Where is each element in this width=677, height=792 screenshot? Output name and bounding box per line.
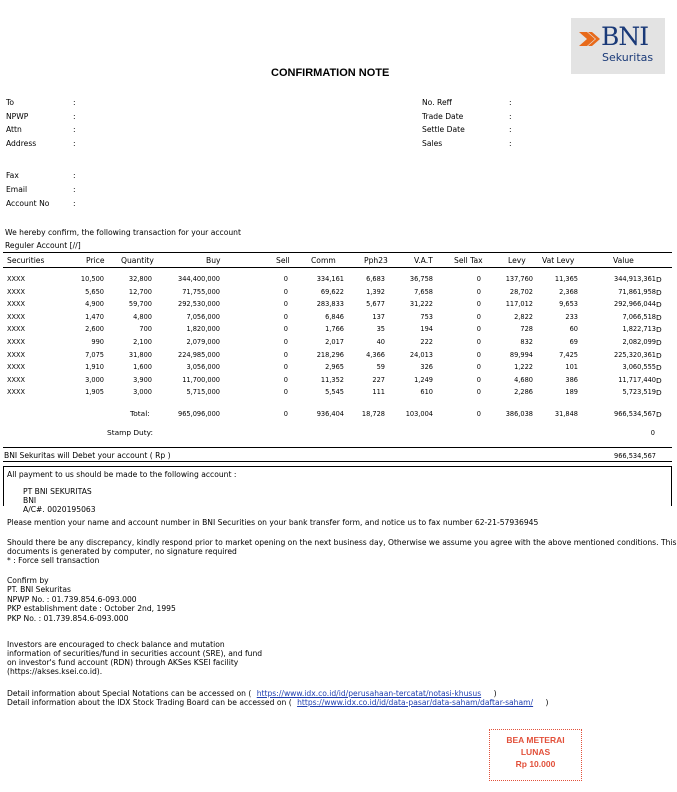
cell-buy: 292,530,000 xyxy=(178,300,220,309)
cell-pph23: 111 xyxy=(372,388,385,397)
cell-buy: 224,985,000 xyxy=(178,350,220,359)
cell-sell-tax: 0 xyxy=(476,287,481,296)
cell-vat-levy: 9,653 xyxy=(559,300,578,309)
cell-securities: XXXX xyxy=(7,388,26,397)
cell-value: 344,913,361 xyxy=(614,275,656,283)
cell-comm: 6,846 xyxy=(325,312,344,321)
col-header-buy: Buy xyxy=(206,256,221,265)
cell-levy: 28,702 xyxy=(509,287,533,296)
cell-sell-tax: 0 xyxy=(476,375,481,384)
cell-sell-tax: 0 xyxy=(476,363,481,372)
cell-securities: XXXX xyxy=(7,275,26,283)
cell-pph23: 5,677 xyxy=(366,300,385,309)
col-header-securities: Securities xyxy=(7,256,45,265)
cell-pph23: 59 xyxy=(376,363,385,372)
cell-value-flag: D xyxy=(656,312,662,322)
cell-sell: 0 xyxy=(283,275,288,283)
cell-pph23: 35 xyxy=(376,325,385,334)
confirm-company: PT. BNI Sekuritas xyxy=(7,585,71,594)
cell-price: 4,900 xyxy=(85,300,104,309)
stamp-duty-label: Stamp Duty: xyxy=(107,428,153,437)
debet-value: 966,534,567 xyxy=(614,452,656,460)
cell-vat: 222 xyxy=(420,338,433,346)
field-label-address: Address xyxy=(6,139,37,148)
total-value-flag: D xyxy=(656,410,662,419)
cell-buy: 11,700,000 xyxy=(182,375,220,384)
total-vat: 103,004 xyxy=(405,410,433,418)
investors-line-4: (https://akses.ksei.co.id). xyxy=(7,667,103,676)
col-header-vat: V.A.T xyxy=(414,256,433,265)
cell-levy: 117,012 xyxy=(505,300,533,309)
discrepancy-line-1: Should there be any discrepancy, kindly respond prior to market opening on the next business day, Otherwise we assume you agree with the above mentioned conditions. This xyxy=(7,538,677,547)
cell-sell: 0 xyxy=(283,312,288,321)
field-label-account-no: Account No xyxy=(6,199,50,208)
field-value-attn: : xyxy=(73,125,76,134)
total-pph23: 18,728 xyxy=(361,410,385,418)
cell-value-flag: D xyxy=(656,388,662,398)
cell-sell-tax: 0 xyxy=(476,325,481,334)
field-value-settle-date: : xyxy=(509,125,512,134)
col-header-vat-levy: Vat Levy xyxy=(542,256,575,265)
cell-sell: 0 xyxy=(283,375,288,384)
payment-box-top xyxy=(3,466,672,467)
field-label-sales: Sales xyxy=(422,139,443,148)
cell-pph23: 6,683 xyxy=(366,275,385,283)
total-label: Total: xyxy=(130,409,150,418)
confirm-pkp-no: PKP No. : 01.739.854.6-093.000 xyxy=(7,614,129,623)
cell-vat-levy: 101 xyxy=(565,363,578,372)
cell-vat-levy: 386 xyxy=(565,375,578,384)
cell-vat-levy: 69 xyxy=(569,338,578,346)
cell-securities: XXXX xyxy=(7,312,26,321)
force-sell-note: * : Force sell transaction xyxy=(7,556,100,565)
cell-price: 5,650 xyxy=(85,287,104,296)
field-label-attn: Attn xyxy=(6,125,22,134)
table-top-rule xyxy=(3,252,672,253)
field-label-trade-date: Trade Date xyxy=(422,112,464,121)
cell-comm: 69,622 xyxy=(320,287,344,296)
cell-value: 2,082,099 xyxy=(622,338,656,346)
cell-comm: 334,161 xyxy=(316,275,344,283)
field-value-address: : xyxy=(73,139,76,148)
payment-bank: BNI xyxy=(23,496,37,505)
detail-board-pre: Detail information about the IDX Stock Trading Board can be accessed on ( xyxy=(7,698,292,707)
cell-buy: 5,715,000 xyxy=(186,388,220,397)
cell-levy: 1,222 xyxy=(514,363,533,372)
field-value-to: : xyxy=(73,98,76,107)
investors-line-1: Investors are encouraged to check balance and mutation xyxy=(7,640,225,649)
stamp-line-2: LUNAS xyxy=(520,747,551,757)
detail-notations-line xyxy=(7,689,497,698)
confirm-npwp: NPWP No. : 01.739.854.6-093.000 xyxy=(7,595,137,604)
total-sell: 0 xyxy=(283,410,288,418)
cell-vat: 24,013 xyxy=(409,350,433,359)
cell-price: 7,075 xyxy=(85,350,104,359)
cell-comm: 218,296 xyxy=(316,350,344,359)
cell-pph23: 137 xyxy=(372,312,385,321)
cell-price: 1,470 xyxy=(85,312,104,321)
cell-securities: XXXX xyxy=(7,300,26,309)
cell-vat: 610 xyxy=(420,388,433,397)
cell-sell: 0 xyxy=(283,325,288,334)
cell-sell: 0 xyxy=(283,287,288,296)
cell-quantity: 1,600 xyxy=(133,363,152,372)
cell-securities: XXXX xyxy=(7,375,26,384)
cell-securities: XXXX xyxy=(7,350,26,359)
field-label-npwp: NPWP xyxy=(6,112,29,121)
cell-vat: 753 xyxy=(420,312,433,321)
cell-securities: XXXX xyxy=(7,338,26,346)
total-buy: 965,096,000 xyxy=(178,410,220,418)
detail-notations-post: ) xyxy=(493,689,497,698)
stamp-duty-value: 0 xyxy=(650,429,655,437)
cell-vat: 194 xyxy=(420,325,433,334)
field-label-to: To xyxy=(6,98,14,107)
cell-sell: 0 xyxy=(283,363,288,372)
notasi-khusus-link[interactable]: https://www.idx.co.id/id/perusahaan-tercatat/notasi-khusus xyxy=(256,689,482,698)
cell-pph23: 4,366 xyxy=(366,350,385,359)
account-type: Reguler Account [//] xyxy=(5,241,81,250)
total-levy: 386,038 xyxy=(505,410,533,418)
cell-value-flag: D xyxy=(656,338,662,347)
cell-vat-levy: 189 xyxy=(565,388,578,397)
field-label-fax: Fax xyxy=(6,171,19,180)
cell-value: 225,320,361 xyxy=(614,350,656,359)
cell-sell: 0 xyxy=(283,300,288,309)
cell-vat-levy: 60 xyxy=(569,325,578,334)
col-header-value: Value xyxy=(613,256,634,265)
stamp-line-1: BEA METERAI xyxy=(506,735,565,745)
cell-levy: 2,286 xyxy=(514,388,533,397)
investors-line-2: information of securities/fund in securities account (SRE), and fund xyxy=(7,649,263,658)
field-label-email: Email xyxy=(6,185,28,194)
cell-sell: 0 xyxy=(283,350,288,359)
field-value-no-reff: : xyxy=(509,98,512,107)
payment-name: PT BNI SEKURITAS xyxy=(23,487,92,496)
cell-pph23: 227 xyxy=(372,375,385,384)
cell-levy: 89,994 xyxy=(509,350,533,359)
cell-buy: 7,056,000 xyxy=(186,312,220,321)
bni-logo-mark-icon xyxy=(579,28,601,50)
cell-quantity: 59,700 xyxy=(128,300,152,309)
cell-quantity: 32,800 xyxy=(128,275,152,283)
cell-buy: 71,755,000 xyxy=(182,287,220,296)
col-header-pph23: Pph23 xyxy=(364,256,388,265)
cell-vat-levy: 233 xyxy=(565,312,578,321)
cell-vat-levy: 7,425 xyxy=(559,350,578,359)
logo-sub: Sekuritas xyxy=(602,51,654,64)
cell-quantity: 3,900 xyxy=(133,375,152,384)
cell-vat: 7,658 xyxy=(414,287,433,296)
cell-sell-tax: 0 xyxy=(476,275,481,283)
cell-price: 2,600 xyxy=(85,325,104,334)
cell-comm: 5,545 xyxy=(325,388,344,397)
cell-value: 5,723,519 xyxy=(622,388,656,397)
col-header-sell: Sell xyxy=(276,256,290,265)
cell-value: 292,966,044 xyxy=(614,300,656,309)
cell-levy: 4,680 xyxy=(514,375,533,384)
cell-buy: 2,079,000 xyxy=(186,338,220,346)
total-vat-levy: 31,848 xyxy=(554,410,578,418)
field-value-email: : xyxy=(73,185,76,194)
cell-vat: 31,222 xyxy=(409,300,433,309)
cell-price: 10,500 xyxy=(80,275,104,283)
cell-sell-tax: 0 xyxy=(476,350,481,359)
col-header-levy: Levy xyxy=(508,256,526,265)
cell-value-flag: D xyxy=(656,287,662,297)
cell-levy: 2,822 xyxy=(514,312,533,321)
cell-vat-levy: 11,365 xyxy=(554,275,578,283)
col-header-comm: Comm xyxy=(311,256,336,265)
cell-pph23: 40 xyxy=(376,338,385,346)
cell-comm: 11,352 xyxy=(320,375,344,384)
cell-value-flag: D xyxy=(656,350,662,360)
cell-comm: 2,965 xyxy=(325,363,344,372)
field-value-account-no: : xyxy=(73,199,76,208)
col-header-quantity: Quantity xyxy=(121,256,154,265)
cell-quantity: 31,800 xyxy=(128,350,152,359)
cell-value-flag: D xyxy=(656,275,662,284)
cell-quantity: 2,100 xyxy=(133,338,152,346)
cell-pph23: 1,392 xyxy=(366,287,385,296)
cell-levy: 728 xyxy=(520,325,533,334)
cell-price: 3,000 xyxy=(85,375,104,384)
cell-securities: XXXX xyxy=(7,325,26,334)
cell-value-flag: D xyxy=(656,363,662,373)
stamp-line-3: Rp 10.000 xyxy=(515,759,556,769)
mention-text: Please mention your name and account number in BNI Securities on your bank transfer form, and notice us to fax number 62-21-57936945 xyxy=(7,518,539,527)
col-header-price: Price xyxy=(86,256,105,265)
cell-comm: 2,017 xyxy=(325,338,344,346)
cell-buy: 344,400,000 xyxy=(178,275,220,283)
cell-sell-tax: 0 xyxy=(476,338,481,346)
total-comm: 936,404 xyxy=(316,410,344,418)
field-value-trade-date: : xyxy=(509,112,512,121)
total-value: 966,534,567 xyxy=(614,410,656,418)
cell-value-flag: D xyxy=(656,325,662,335)
payment-account: A/C#. 0020195063 xyxy=(23,505,96,514)
stamp-duty-paid-seal xyxy=(489,729,582,781)
cell-sell-tax: 0 xyxy=(476,300,481,309)
cell-value: 71,861,958 xyxy=(618,287,656,296)
cell-price: 1,905 xyxy=(85,388,104,397)
payment-heading: All payment to us should be made to the following account : xyxy=(7,470,237,479)
detail-board-line xyxy=(7,698,549,707)
col-header-sell-tax: Sell Tax xyxy=(454,256,483,265)
cell-vat-levy: 2,368 xyxy=(559,287,578,296)
cell-comm: 283,833 xyxy=(316,300,344,309)
detail-board-post: ) xyxy=(545,698,549,707)
cell-price: 990 xyxy=(91,338,104,346)
table-header-rule xyxy=(3,267,672,268)
cell-securities: XXXX xyxy=(7,287,26,296)
cell-quantity: 4,800 xyxy=(133,312,152,321)
cell-value: 7,066,518 xyxy=(622,312,656,321)
debet-text: BNI Sekuritas will Debet your account ( Rp ) xyxy=(4,451,171,460)
cell-value: 1,822,713 xyxy=(622,325,656,334)
cell-sell-tax: 0 xyxy=(476,388,481,397)
cell-value-flag: D xyxy=(656,375,662,385)
cell-quantity: 3,000 xyxy=(133,388,152,397)
cell-vat: 1,249 xyxy=(414,375,433,384)
discrepancy-line-2: documents is generated by computer, no signature required xyxy=(7,547,237,556)
field-label-no-reff: No. Reff xyxy=(422,98,452,107)
field-value-npwp: : xyxy=(73,112,76,121)
bni-sekuritas-logo xyxy=(571,18,665,74)
investors-line-3: on investor's fund account (RDN) through AKSes KSEI facility xyxy=(7,658,239,667)
cell-value-flag: D xyxy=(656,300,662,310)
page-title: CONFIRMATION NOTE xyxy=(271,67,390,79)
cell-vat: 36,758 xyxy=(409,275,433,283)
cell-quantity: 12,700 xyxy=(128,287,152,296)
debet-rule xyxy=(3,461,672,462)
field-label-settle-date: Settle Date xyxy=(422,125,465,134)
logo-brand: BNI xyxy=(601,22,649,51)
cell-sell: 0 xyxy=(283,338,288,346)
confirm-by: Confirm by xyxy=(7,576,49,585)
cell-sell: 0 xyxy=(283,388,288,397)
payment-box-right xyxy=(671,466,672,506)
confirm-pkp-date: PKP establishment date : October 2nd, 1995 xyxy=(7,604,176,613)
detail-notations-pre: Detail information about Special Notations can be accessed on ( xyxy=(7,689,252,698)
field-value-fax: : xyxy=(73,171,76,180)
daftar-saham-link[interactable]: https://www.idx.co.id/id/data-pasar/data-saham/daftar-saham/ xyxy=(297,698,534,707)
cell-sell-tax: 0 xyxy=(476,312,481,321)
cell-value: 3,060,555 xyxy=(622,363,656,372)
intro-text: We hereby confirm, the following transaction for your account xyxy=(5,228,241,237)
cell-price: 1,910 xyxy=(85,363,104,372)
payment-box-left xyxy=(3,466,4,506)
cell-vat: 326 xyxy=(420,363,433,372)
cell-value: 11,717,440 xyxy=(618,375,656,384)
cell-securities: XXXX xyxy=(7,363,26,372)
cell-buy: 1,820,000 xyxy=(186,325,220,334)
cell-buy: 3,056,000 xyxy=(186,363,220,372)
cell-levy: 137,760 xyxy=(505,275,533,283)
table-bottom-rule xyxy=(3,447,672,448)
cell-comm: 1,766 xyxy=(325,325,344,334)
field-value-sales: : xyxy=(509,139,512,148)
total-sell-tax: 0 xyxy=(476,410,481,418)
cell-levy: 832 xyxy=(520,338,533,346)
cell-quantity: 700 xyxy=(139,325,152,334)
